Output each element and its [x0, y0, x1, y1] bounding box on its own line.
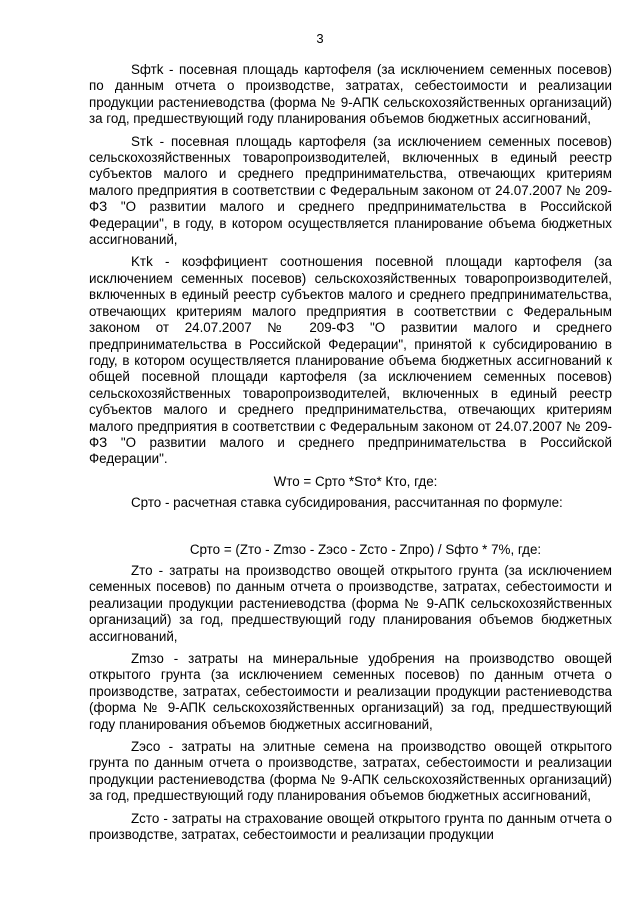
- paragraph-stk-definition: Sтk - посевная площадь картофеля (за исключением семенных посевов) сельскохозяйственных товаропроизводителей, включенных в единый реестр субъектов малого и среднего предпринимательства, отвечающих критериям малого предприятия в соответствии с Федеральным законом от 24.07.2007 № 209-ФЗ "О развитии малого и среднего предпринимательства в Российской Федерации", в году, в котором осуществляется планирование объема бюджетных ассигнований,: [89, 133, 612, 248]
- paragraph-zeso-definition: Zэсо - затраты на элитные семена на производство овощей открытого грунта по данным отчета о производстве, затратах, себестоимости и реализации продукции растениеводства (форма № 9-АПК сельскохозяйственных организаций) за год, предшествующий году планирования объемов бюджетных ассигнований,: [89, 739, 612, 804]
- paragraph-ktk-definition: Kтk - коэффициент соотношения посевной площади картофеля (за исключением семенных посевов) сельскохозяйственных товаропроизводителей, включенных в единый реестр субъектов малого и среднего предпринимательства, отвечающих критериям малого предприятия в соответствии с Федеральным законом от 24.07.2007 № 209-ФЗ "О развитии малого и среднего предпринимательства в Российской Федерации", принятой к субсидированию в году, в котором осуществляется планирование объема бюджетных ассигнований к общей посевной площади картофеля (за исключением семенных посевов) сельскохозяйственных товаропроизводителей, включенных в единый реестр субъектов малого и среднего предпринимательства, отвечающих критериям малого предприятия в соответствии с Федеральным законом от 24.07.2007 № 209-ФЗ "О развитии малого и среднего предпринимательства в Российской Федерации".: [89, 254, 612, 467]
- formula-srto: Срто = (Zто - Zmзо - Zэсо - Zсто - Zпро) / Sфто * 7%, где:: [189, 541, 542, 557]
- page-number: 3: [316, 31, 324, 46]
- formula-wto: Wто = Срто *Sто* Кто, где:: [273, 473, 438, 489]
- document-body: [89, 62, 612, 844]
- paragraph-zmzo-definition: Zmзо - затраты на минеральные удобрения на производство овощей открытого грунта (за исключением семенных посевов) по данным отчета о производстве, затратах, себестоимости и реализации продукции растениеводства (форма № 9-АПК сельскохозяйственных организаций) за год, предшествующий году планирования объемов бюджетных ассигнований,: [89, 651, 612, 732]
- paragraph-zto-definition: Zто - затраты на производство овощей открытого грунта (за исключением семенных посевов) по данным отчета о производстве, затратах, себестоимости и реализации продукции растениеводства (форма № 9-АПК сельскохозяйственных организаций) за год, предшествующий году планирования объемов бюджетных ассигнований,: [89, 562, 612, 644]
- paragraph-srto-note: Срто - расчетная ставка субсидирования, рассчитанная по формуле:: [131, 495, 563, 511]
- paragraph-sftk-definition: Sфтk - посевная площадь картофеля (за исключением семенных посевов) по данным отчета о производстве, затратах, себестоимости и реализации продукции растениеводства (форма № 9-АПК сельскохозяйственных организаций) за год, предшествующий году планирования объемов бюджетных ассигнований,: [89, 62, 612, 127]
- paragraph-zsto-definition: Zсто - затраты на страхование овощей открытого грунта по данным отчета о производстве, затратах, себестоимости и реализации продукции: [89, 810, 612, 843]
